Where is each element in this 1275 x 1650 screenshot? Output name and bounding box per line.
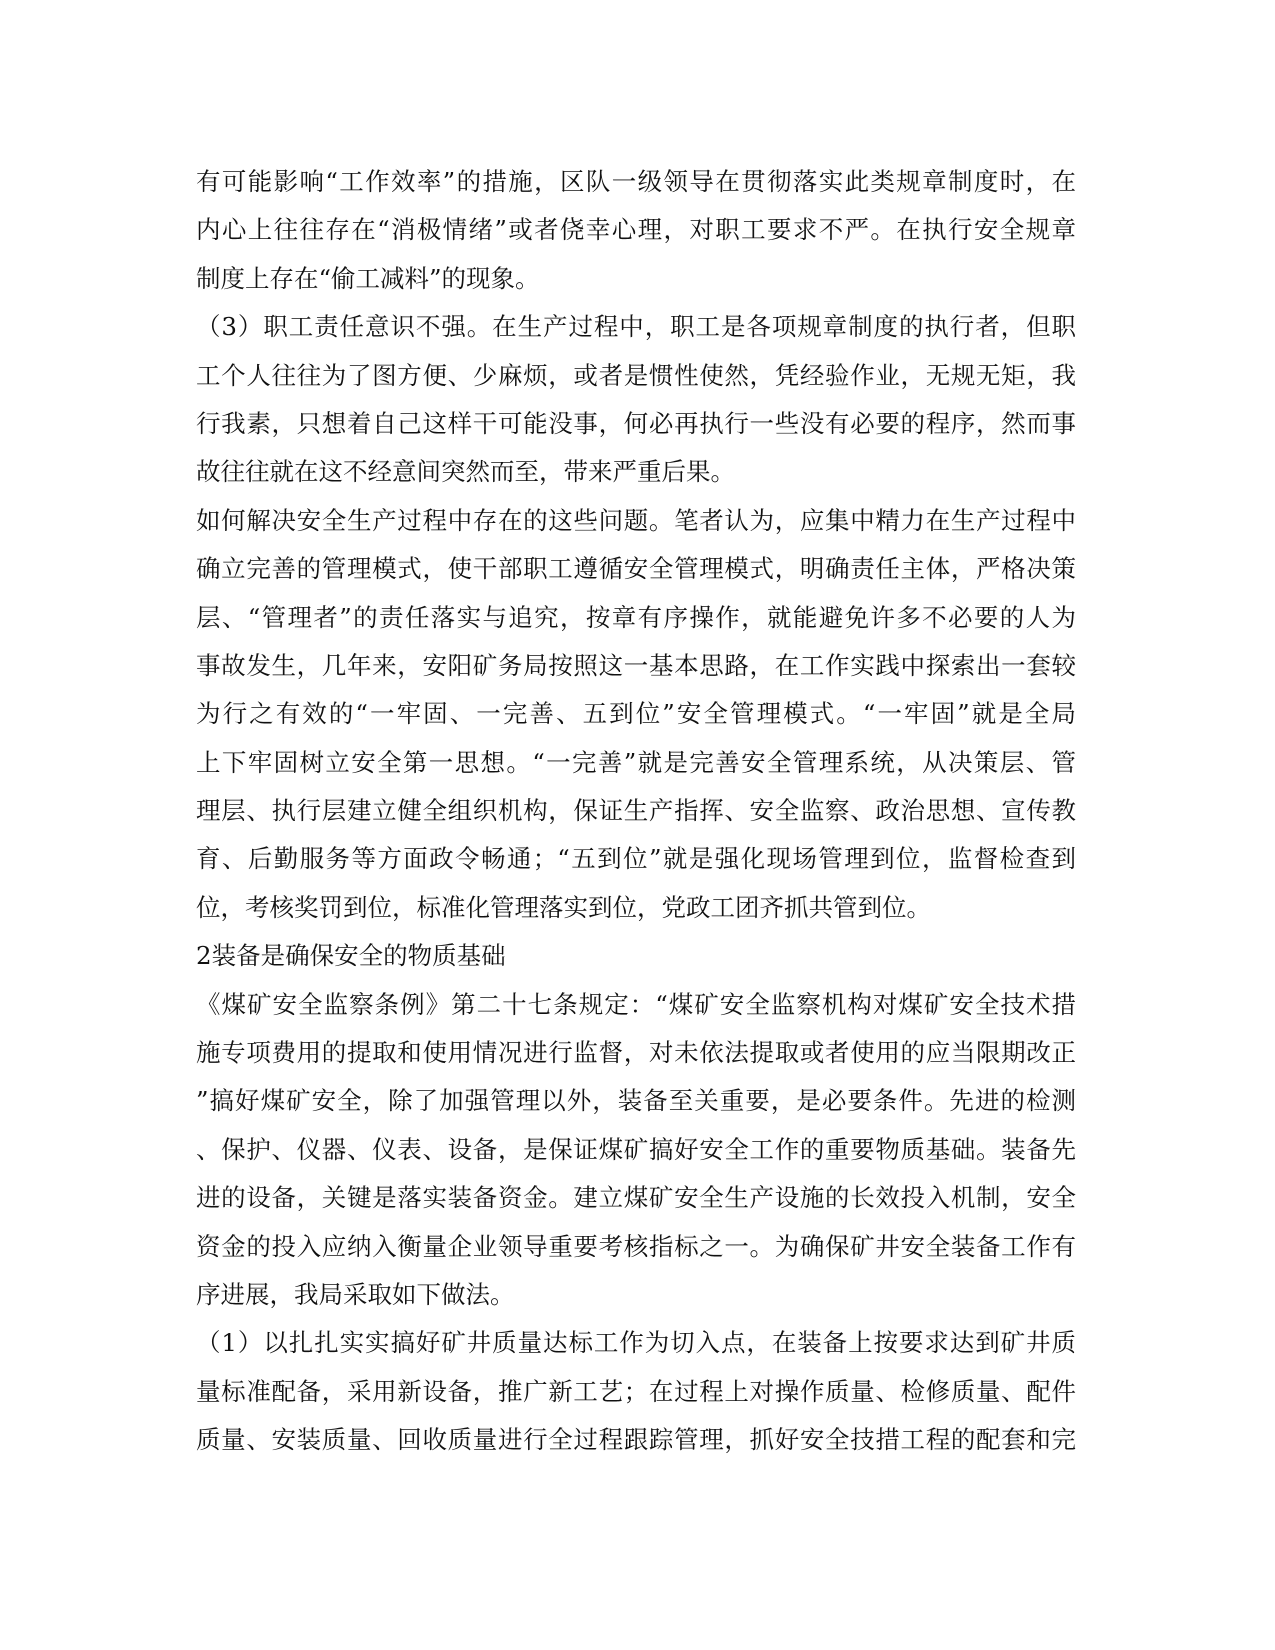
text-line: 故往往就在这不经意间突然而至，带来严重后果。 <box>196 457 735 487</box>
text-line: 量标准配备，采用新设备，推广新工艺；在过程上对操作质量、检修质量、配件 <box>196 1376 1076 1406</box>
text-line: 如何解决安全生产过程中存在的这些问题。笔者认为，应集中精力在生产过程中 <box>196 505 1076 535</box>
text-line: 事故发生，几年来，安阳矿务局按照这一基本思路，在工作实践中探索出一套较 <box>196 650 1076 680</box>
text-line: 制度上存在“偷工减料”的现象。 <box>196 263 540 293</box>
text-line: 育、后勤服务等方面政令畅通；“五到位”就是强化现场管理到位，监督检查到 <box>196 844 1076 874</box>
text-line: 序进展，我局采取如下做法。 <box>196 1279 515 1309</box>
text-line: 层、“管理者”的责任落实与追究，按章有序操作，就能避免许多不必要的人为 <box>196 602 1076 632</box>
text-line: 、保护、仪器、仪表、设备，是保证煤矿搞好安全工作的重要物质基础。装备先 <box>196 1134 1076 1164</box>
text-line: 确立完善的管理模式，使干部职工遵循安全管理模式，明确责任主体，严格决策 <box>196 554 1076 584</box>
text-line: 理层、执行层建立健全组织机构，保证生产指挥、安全监察、政治思想、宣传教 <box>196 796 1076 826</box>
section-heading: 2装备是确保安全的物质基础 <box>196 941 506 971</box>
text-line: 资金的投入应纳入衡量企业领导重要考核指标之一。为确保矿井安全装备工作有 <box>196 1231 1076 1261</box>
text-line: （3）职工责任意识不强。在生产过程中，职工是各项规章制度的执行者，但职 <box>196 312 1076 342</box>
document-page <box>196 158 1076 1465</box>
text-line: 有可能影响“工作效率”的措施，区队一级领导在贯彻落实此类规章制度时，在 <box>196 167 1076 196</box>
text-line: （1）以扎扎实实搞好矿井质量达标工作为切入点，在装备上按要求达到矿井质 <box>196 1328 1076 1358</box>
text-line: 进的设备，关键是落实装备资金。建立煤矿安全生产设施的长效投入机制，安全 <box>196 1183 1076 1213</box>
text-line: 为行之有效的“一牢固、一完善、五到位”安全管理模式。“一牢固”就是全局 <box>196 699 1076 729</box>
text-line: 施专项费用的提取和使用情况进行监督，对未依法提取或者使用的应当限期改正 <box>196 1038 1076 1068</box>
text-line: 内心上往往存在“消极情绪”或者侥幸心理，对职工要求不严。在执行安全规章 <box>196 215 1076 245</box>
text-line: 《煤矿安全监察条例》第二十七条规定：“煤矿安全监察机构对煤矿安全技术措 <box>196 989 1076 1019</box>
text-line: ”搞好煤矿安全，除了加强管理以外，装备至关重要，是必要条件。先进的检测 <box>196 1086 1076 1116</box>
text-line: 行我素，只想着自己这样干可能没事，何必再执行一些没有必要的程序，然而事 <box>196 408 1076 438</box>
text-line: 工个人往往为了图方便、少麻烦，或者是惯性使然，凭经验作业，无规无矩，我 <box>196 360 1076 390</box>
text-line: 质量、安装质量、回收质量进行全过程跟踪管理，抓好安全技措工程的配套和完 <box>196 1425 1076 1455</box>
text-line: 位，考核奖罚到位，标准化管理落实到位，党政工团齐抓共管到位。 <box>196 892 931 922</box>
text-line: 上下牢固树立安全第一思想。“一完善”就是完善安全管理系统，从决策层、管 <box>196 747 1076 777</box>
